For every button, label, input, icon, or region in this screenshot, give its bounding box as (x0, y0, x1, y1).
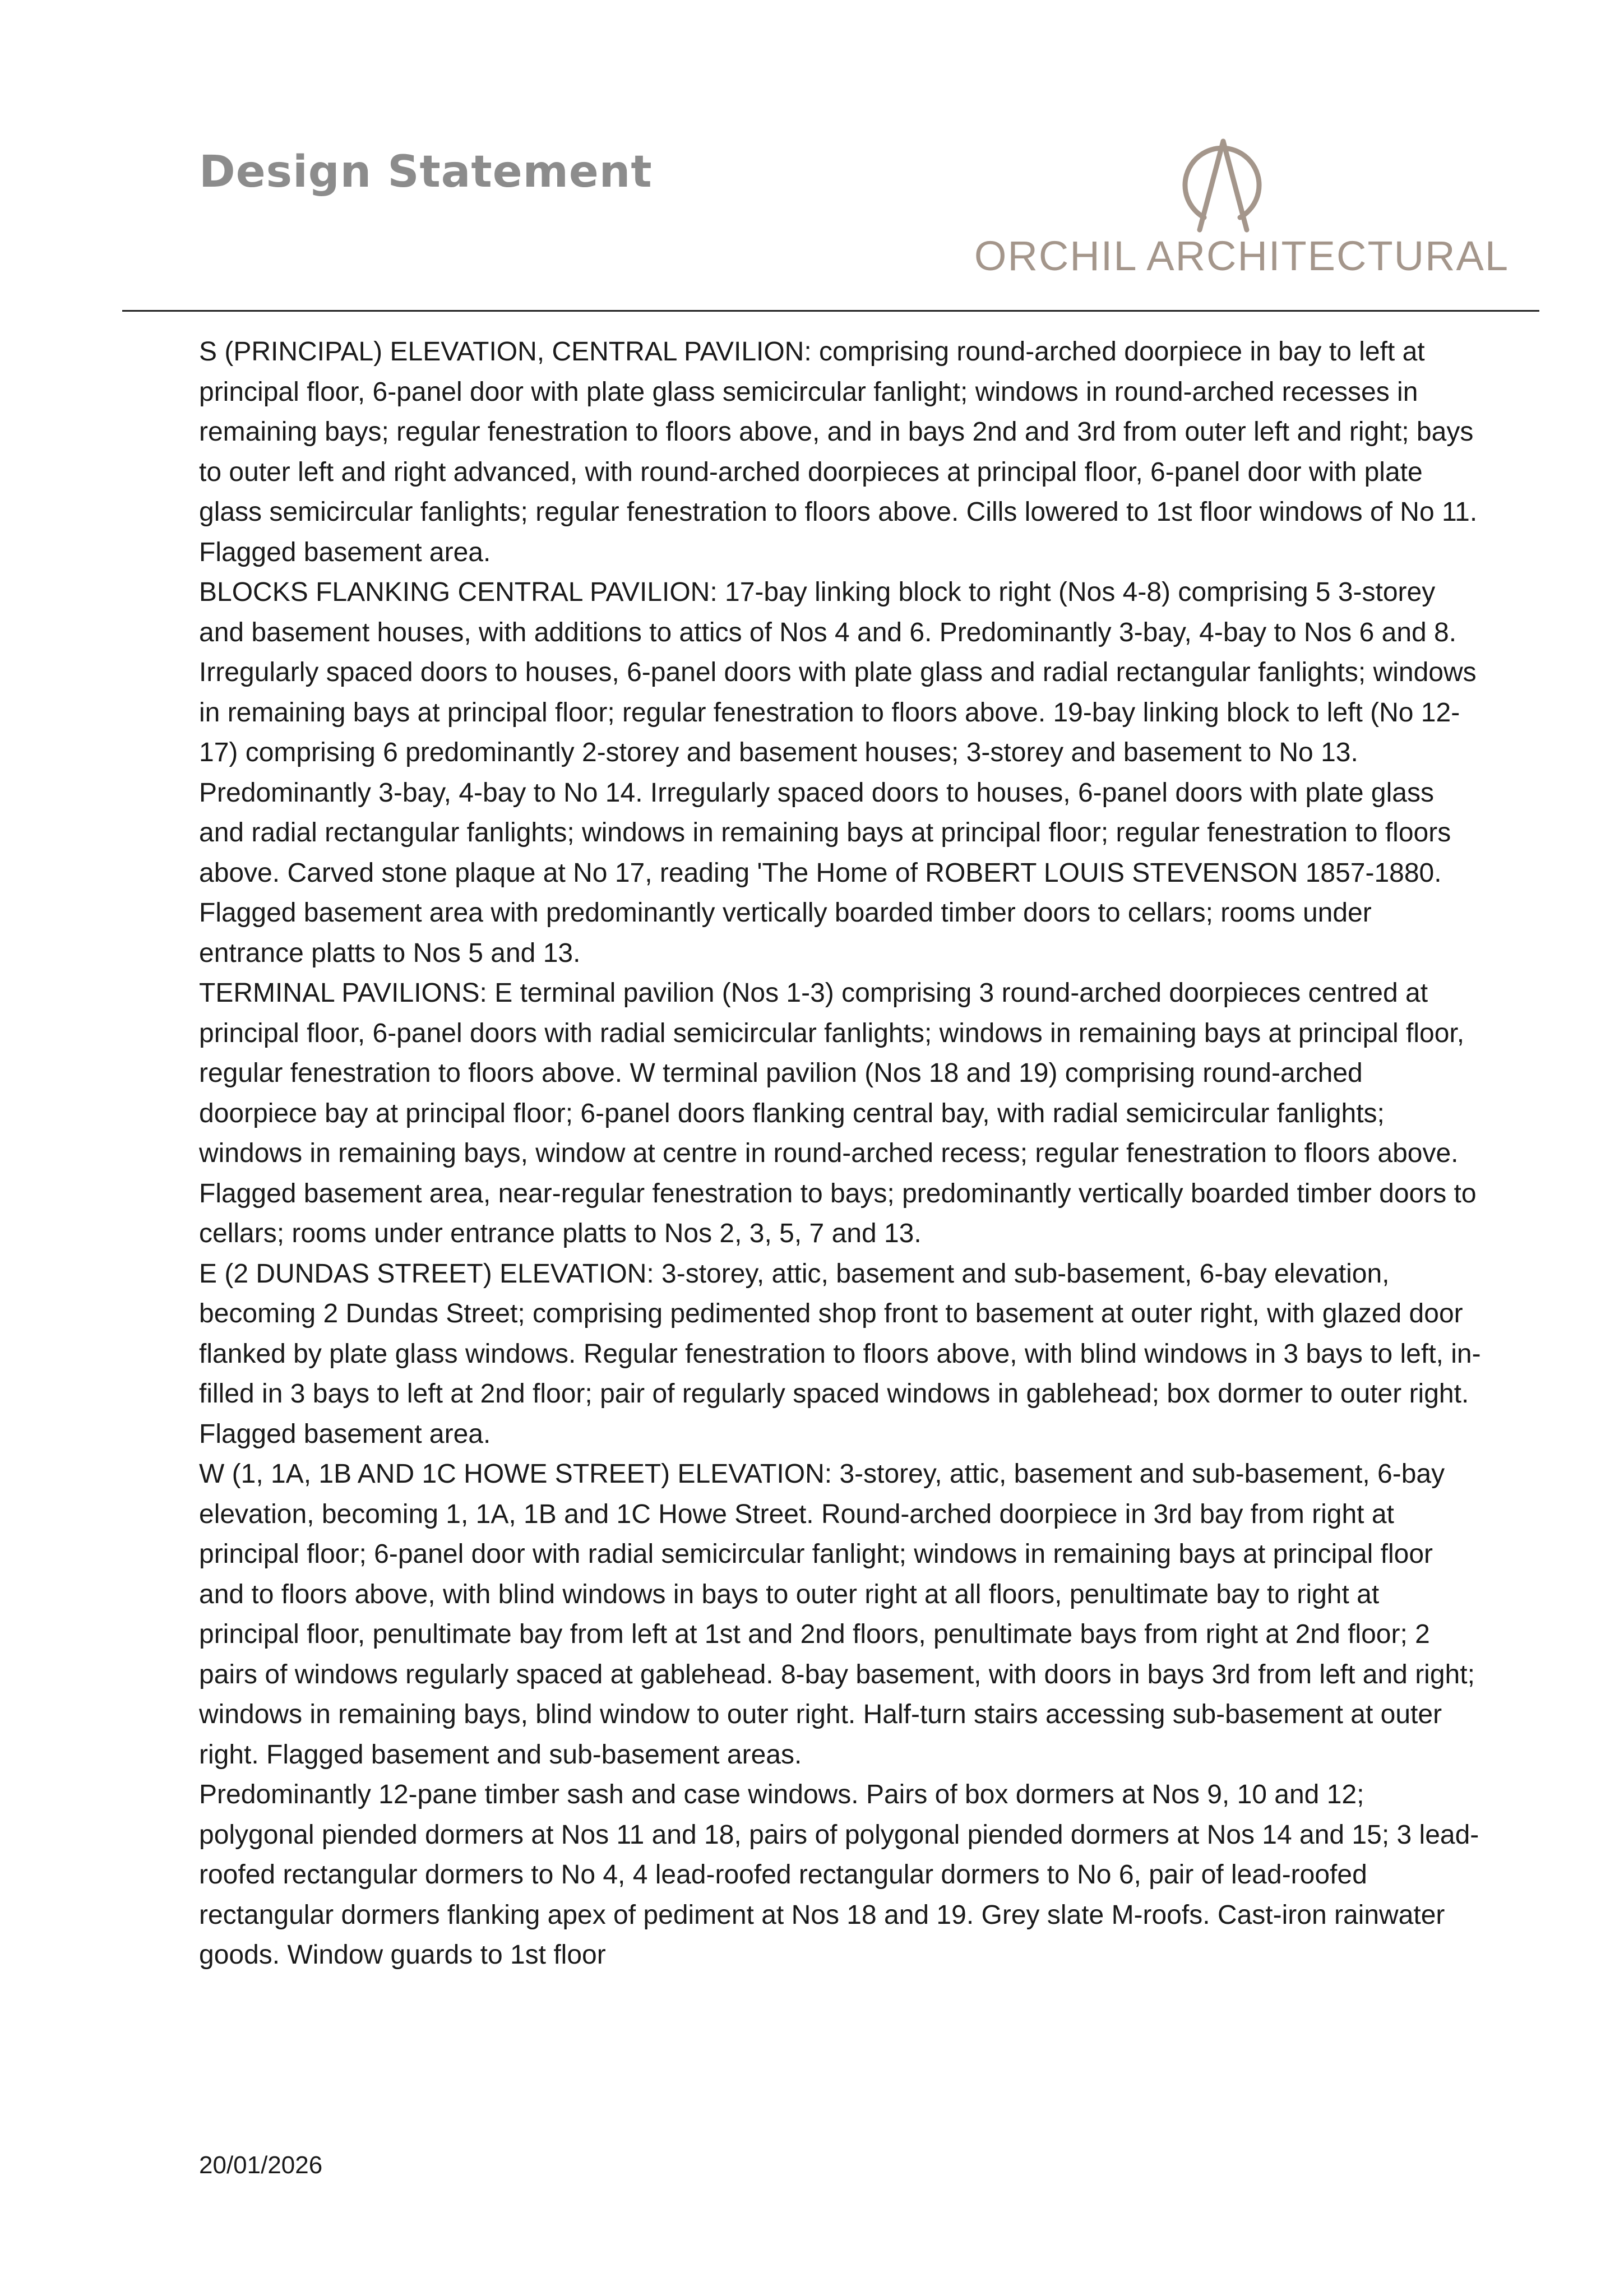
page-title: Design Statement (199, 147, 653, 197)
paragraph-terminal-pavilions: TERMINAL PAVILIONS: E terminal pavilion (Nos 1-3) comprising 3 round-arched doorpieces centred at principal floor, 6-panel doors with radial semicircular fanlights; windows in remaining bays at principal floor, regular fenestration to floors above. W terminal pavilion (Nos 18 and 19) comprising round-arched doorpiece bay at principal floor; 6-panel doors flanking central bay, with radial semicircular fanlights; windows in remaining bays, window at centre in round-arched recess; regular fenestration to floors above. Flagged basement area, near-regular fenestration to bays; predominantly vertically boarded timber doors to cellars; rooms under entrance platts to Nos 2, 3, 5, 7 and 13. (199, 978, 1477, 1248)
company-logo (947, 133, 1536, 285)
footer-date: 20/01/2026 (199, 2151, 323, 2179)
document-body (199, 332, 1483, 2114)
paragraph-west-elevation: W (1, 1A, 1B AND 1C HOWE STREET) ELEVATION: 3-storey, attic, basement and sub-basement, 6-bay elevation, becoming 1, 1A, 1B and 1C Howe Street. Round-arched doorpiece in 3rd bay from right at principal floor; 6-panel door with radial semicircular fanlight; windows in remaining bays at principal floor and to floors above, with blind windows in bays to outer right at all floors, penultimate bay to right at principal floor, penultimate bay from left at 1st and 2nd floors, penultimate bays from right at 2nd floor; 2 pairs of windows regularly spaced at gablehead. 8-bay basement, with doors in bays 3rd from left and right; windows in remaining bays, blind window to outer right. Half-turn stairs accessing sub-basement at outer right. Flagged basement and sub-basement areas. (199, 1459, 1475, 1770)
paragraph-flanking-blocks: BLOCKS FLANKING CENTRAL PAVILION: 17-bay linking block to right (Nos 4-8) comprising 5 3-storey and basement houses, with additions to attics of Nos 4 and 6. Predominantly 3-bay, 4-bay to Nos 6 and 8. Irregularly spaced doors to houses, 6-panel doors with plate glass and radial rectangular fanlights; windows in remaining bays at principal floor; regular fenestration to floors above. 19-bay linking block to left (No 12-17) comprising 6 predominantly 2-storey and basement houses; 3-storey and basement to No 13. Predominantly 3-bay, 4-bay to No 14. Irregularly spaced doors to houses, 6-panel doors with plate glass and radial rectangular fanlights; windows in remaining bays at principal floor; regular fenestration to floors above. Carved stone plaque at No 17, reading 'The Home of ROBERT LOUIS STEVENSON 1857-1880. Flagged basement area with predominantly vertically boarded timber doors to cellars; rooms under entrance platts to Nos 5 and 13. (199, 577, 1477, 968)
paragraph-east-elevation: E (2 DUNDAS STREET) ELEVATION: 3-storey, attic, basement and sub-basement, 6-bay elevation, becoming 2 Dundas Street; comprising pedimented shop front to basement at outer right, with glazed door flanked by plate glass windows. Regular fenestration to floors above, with blind windows in 3 bays to left, in-filled in 3 bays to left at 2nd floor; pair of regularly spaced windows in gablehead; box dormer to outer right. Flagged basement area. (199, 1258, 1481, 1449)
oa-monogram-icon (1172, 133, 1273, 234)
paragraph-windows-roofs: Predominantly 12-pane timber sash and case windows. Pairs of box dormers at Nos 9, 10 and 12; polygonal piended dormers at Nos 11 and 18, pairs of polygonal piended dormers at Nos 14 and 15; 3 lead-roofed rectangular dormers to No 4, 4 lead-roofed rectangular dormers to No 6, pair of lead-roofed rectangular dormers flanking apex of pediment at Nos 18 and 19. Grey slate M-roofs. Cast-iron rainwater goods. Window guards to 1st floor (199, 1780, 1479, 1970)
logo-wordmark: ORCHIL ARCHITECTURAL (974, 233, 1510, 279)
paragraph-south-elevation: S (PRINCIPAL) ELEVATION, CENTRAL PAVILION: comprising round-arched doorpiece in bay to left at principal floor, 6-panel door with plate glass semicircular fanlight; windows in round-arched recesses in remaining bays; regular fenestration to floors above, and in bays 2nd and 3rd from outer left and right; bays to outer left and right advanced, with round-arched doorpieces at principal floor, 6-panel door with plate glass semicircular fanlights; regular fenestration to floors above. Cills lowered to 1st floor windows of No 11. Flagged basement area. (199, 337, 1478, 567)
header-divider (122, 310, 1539, 312)
